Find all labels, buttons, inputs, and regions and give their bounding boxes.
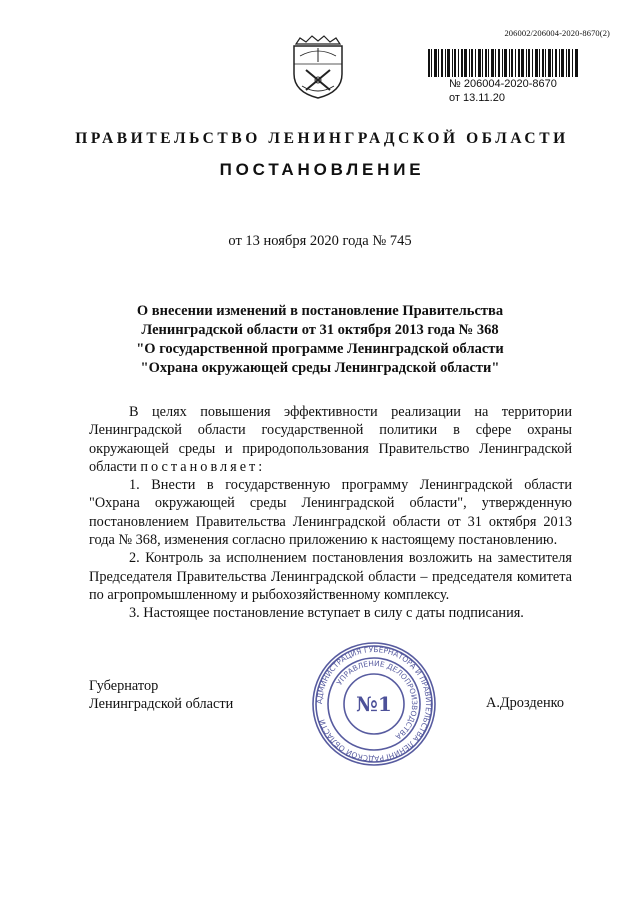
document-reference: 206002/206004-2020-8670(2): [504, 28, 610, 38]
intro-text: В целях повышения эффективности реализации на территории Ленинградской области государственной политики в сфере охраны окружающей среды и природопользования Правительство Ленинградской области: [89, 404, 572, 475]
signatory-role-line: Ленинградской области: [89, 696, 234, 713]
subject-line: "О государственной программе Ленинградской области: [136, 341, 504, 357]
item-2: 2. Контроль за исполнением постановления возложить на заместителя Председателя Правительства Ленинградской области – председателя комитета по агропромышленному и рыбохозяйственному комплексу.: [89, 550, 572, 603]
subject-line: "Охрана окружающей среды Ленинградской области": [140, 360, 500, 376]
seal-number: №1: [356, 692, 392, 716]
intro-paragraph: [89, 403, 572, 476]
signatory-name: А.Дрозденко: [486, 695, 564, 711]
document-type: ПОСТАНОВЛЕНИЕ: [219, 160, 425, 179]
registration-number: № 206004-2020-8670: [449, 78, 557, 90]
signatory-role: [89, 677, 233, 714]
seal-outer-text: АДМИНИСТРАЦИЯ ГУБЕРНАТОРА И ПРАВИТЕЛЬСТВА ЛЕНИНГРАДСКОЙ ОБЛАСТИ: [314, 644, 434, 764]
document-body: [89, 403, 572, 623]
subject-line: О внесении изменений в постановление Правительства: [136, 303, 504, 319]
document-date-number: от 13 ноября 2020 года № 745: [228, 233, 412, 249]
official-seal-stamp: [310, 640, 438, 768]
subject-line: Ленинградской области от 31 октября 2013 года № 368: [141, 322, 499, 338]
item-3: 3. Настоящее постановление вступает в силу с даты подписания.: [129, 605, 524, 622]
government-title: ПРАВИТЕЛЬСТВО ЛЕНИНГРАДСКОЙ ОБЛАСТИ: [75, 130, 569, 147]
registration-date: от 13.11.20: [449, 92, 505, 104]
seal-inner-text: УПРАВЛЕНИЕ ДЕЛОПРОИЗВОДСТВА: [334, 658, 420, 742]
barcode-icon: [428, 49, 578, 77]
signatory-role-line: Губернатор: [89, 678, 159, 694]
coat-of-arms-icon: [288, 34, 348, 100]
intro-verb: постановляет:: [140, 458, 266, 475]
document-subject: [0, 302, 640, 378]
item-1: 1. Внести в государственную программу Ленинградской области "Охрана окружающей среды Ленинградской области", утвержденную постановлением Правительства Ленинградской области от 31 октября 2013 года № 368, изменения согласно приложению к настоящему постановлению.: [89, 477, 572, 549]
